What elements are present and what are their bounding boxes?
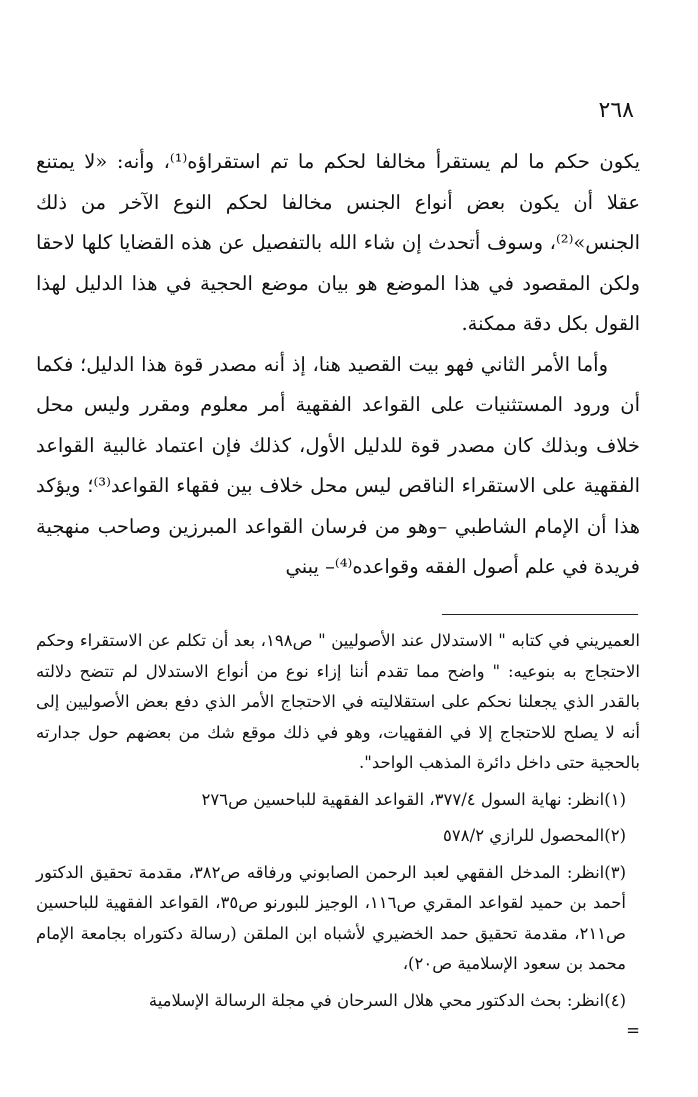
body-paragraph-1: يكون حكم ما لم يستقرأ مخالفا لحكم ما تم استقراؤه⁽¹⁾، وأنه: «لا يمتنع عقلا أن يكون بعض أنواع الجنس مخالفا لحكم النوع الآخر من ذلك الجنس»⁽²⁾، وسوف أتحدث إن شاء الله بالتفصيل عن هذه القضايا كلها لاحقا ولكن المقصود في هذا الموضع هو بيان موضع الحجية في هذا الدليل لهذا القول بكل دقة ممكنة. <box>36 150 641 335</box>
footnote-1: (١)انظر: نهاية السول ٣٧٧/٤، القواعد الفقهية للباحسين ص٢٧٦ <box>201 789 626 809</box>
footnote-3: (٣)انظر: المدخل الفقهي لعبد الرحمن الصابوني ورفاقه ص٣٨٢، مقدمة تحقيق الدكتور أحمد بن حميد لقواعد المقري ص١١٦، الوجيز للبورنو ص٣٥، القواعد الفقهية للباحسين ص٢١١، مقدمة تحقيق حمد الخضيري لأشباه ابن الملقن (رسالة دكتوراه بجامعة الإمام محمد بن سعود الإسلامية ص٢٠)، <box>36 862 626 973</box>
footnote-separator <box>442 614 638 615</box>
footnote-continuation-mark: = <box>626 1021 640 1040</box>
footnote-continued: العميريني في كتابه " الاستدلال عند الأصوليين " ص١٩٨، بعد أن تكلم عن الاستقراء وحكم الاحتجاج به بنوعيه: " واضح مما تقدم أننا إزاء نوع من أنواع الاستدلال لم تتضح دلالته بالقدر الذي يجعلنا نحكم على استقلاليته في الاحتجاج الأمر الذي دفع بعض الأصوليين إلى أنه لا يصلح للاحتجاج إلا في الفقهيات، وهو في ذلك موقع شك من بعضهم حول جدارته بالحجية حتى داخل دائرة المذهب الواحد". <box>36 631 640 772</box>
footnote-2: (٢)المحصول للرازي ٥٧٨/٢ <box>443 826 626 845</box>
footnotes <box>36 626 640 1047</box>
main-text <box>36 142 640 588</box>
page-number: ٢٦٨ <box>598 98 634 123</box>
footnote-4: (٤)انظر: بحث الدكتور محي هلال السرحان في مجلة الرسالة الإسلامية <box>148 990 626 1010</box>
body-paragraph-2: وأما الأمر الثاني فهو بيت القصيد هنا، إذ أنه مصدر قوة هذا الدليل؛ فكما أن ورود المستثنيات على القواعد الفقهية أمر معلوم ومقرر وليس محل خلاف وبذلك كان مصدر قوة للدليل الأول، كذلك فإن اعتماد غالبية القواعد الفقهية على الاستقراء الناقص ليس محل خلاف بين فقهاء القواعد⁽³⁾؛ ويؤكد هذا أن الإمام الشاطبي –وهو من فرسان القواعد المبرزين وصاحب منهجية فريدة في علم أصول الفقه وقواعده⁽⁴⁾– يبني <box>36 352 640 578</box>
